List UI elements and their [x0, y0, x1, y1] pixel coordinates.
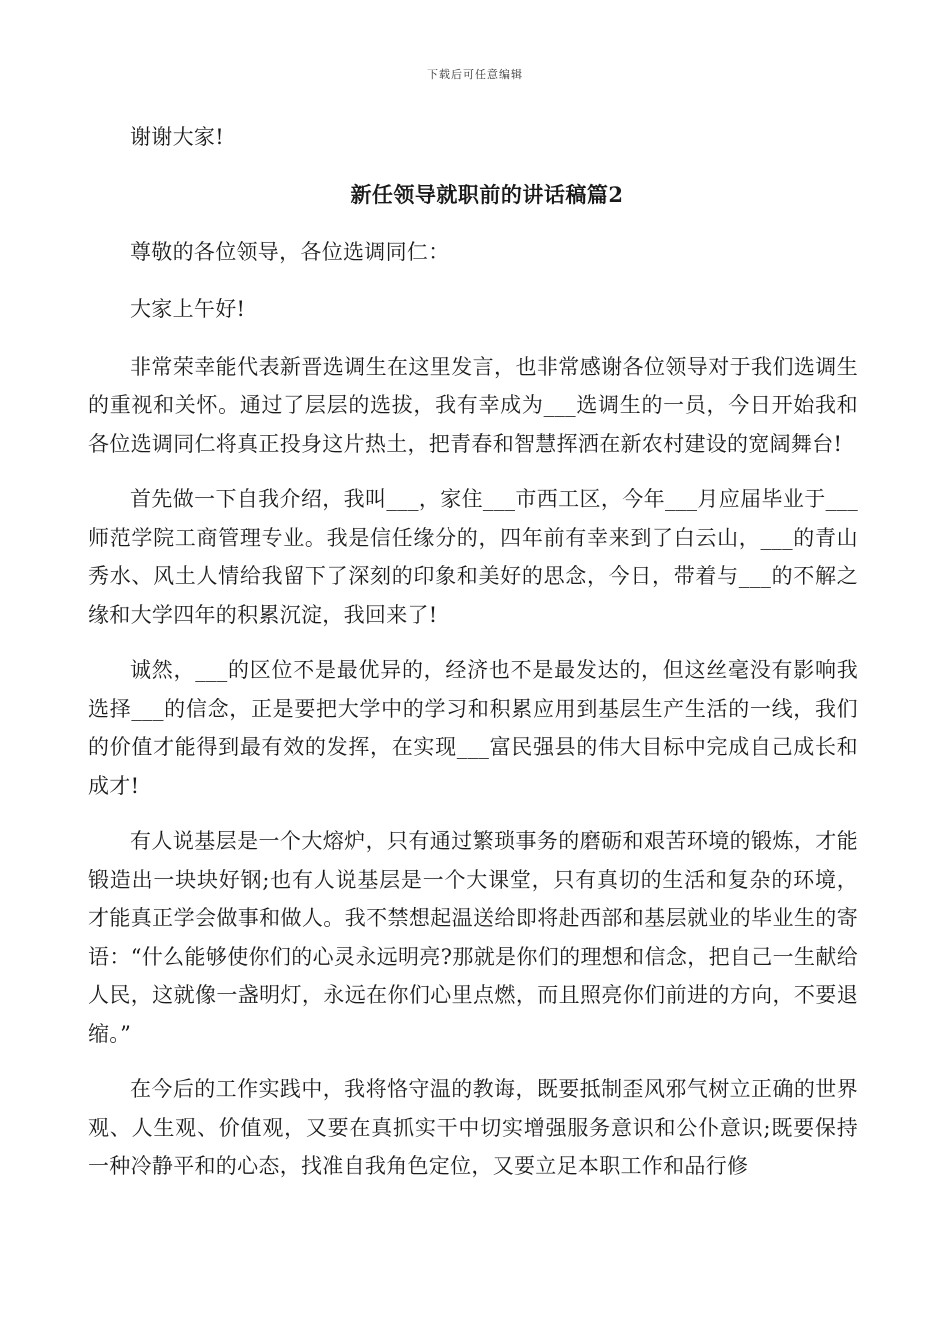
paragraph-1: 非常荣幸能代表新晋选调生在这里发言，也非常感谢各位领导对于我们选调生的重视和关怀。通过了层层的选拔，我有幸成为___选调生的一员，今日开始我和各位选调同仁将真正投身这片热土，把青春和智慧挥洒在新农村建设的宽阔舞台!: [88, 354, 858, 456]
section-title: 新任领导就职前的讲话稿篇2: [350, 181, 624, 207]
closing-line: 谢谢大家!: [130, 125, 224, 149]
paragraph-4: 有人说基层是一个大熔炉，只有通过繁琐事务的磨砺和艰苦环境的锻炼，才能锻造出一块块好钢;也有人说基层是一个大课堂，只有真切的生活和复杂的环境，才能真正学会做事和做人。我不禁想起温送给即将赴西部和基层就业的毕业生的寄语：“什么能够使你们的心灵永远明亮?那就是你们的理想和信念，把自己一生献给人民，这就像一盏明灯，永远在你们心里点燃，而且照亮你们前进的方向，不要退缩。”: [88, 829, 858, 1046]
document-body: [88, 118, 858, 1203]
greeting: 大家上午好!: [130, 297, 246, 321]
paragraph-5: 在今后的工作实践中，我将恪守温的教诲，既要抵制歪风邪气树立正确的世界观、人生观、价值观，又要在真抓实干中切实增强服务意识和公仆意识;既要保持一种冷静平和的心态，找准自我角色定位，又要立足本职工作和品行修: [88, 1077, 858, 1178]
salutation: 尊敬的各位领导，各位选调同仁：: [130, 239, 450, 264]
paragraph-3: 诚然，___的区位不是最优异的，经济也不是最发达的，但这丝毫没有影响我选择___的信念，正是要把大学中的学习和积累应用到基层生产生活的一线，我们的价值才能得到最有效的发挥，在实现___富民强县的伟大目标中完成自己成长和成才!: [88, 658, 858, 798]
header-note: 下载后可任意编辑: [427, 68, 523, 81]
paragraph-2: 首先做一下自我介绍，我叫___，家住___市西工区，今年___月应届毕业于___师范学院工商管理专业。我是信任缘分的，四年前有幸来到了白云山，___的青山秀水、风土人情给我留下了深刻的印象和美好的思念，今日，带着与___的不解之缘和大学四年的积累沉淀，我回来了!: [88, 487, 858, 627]
